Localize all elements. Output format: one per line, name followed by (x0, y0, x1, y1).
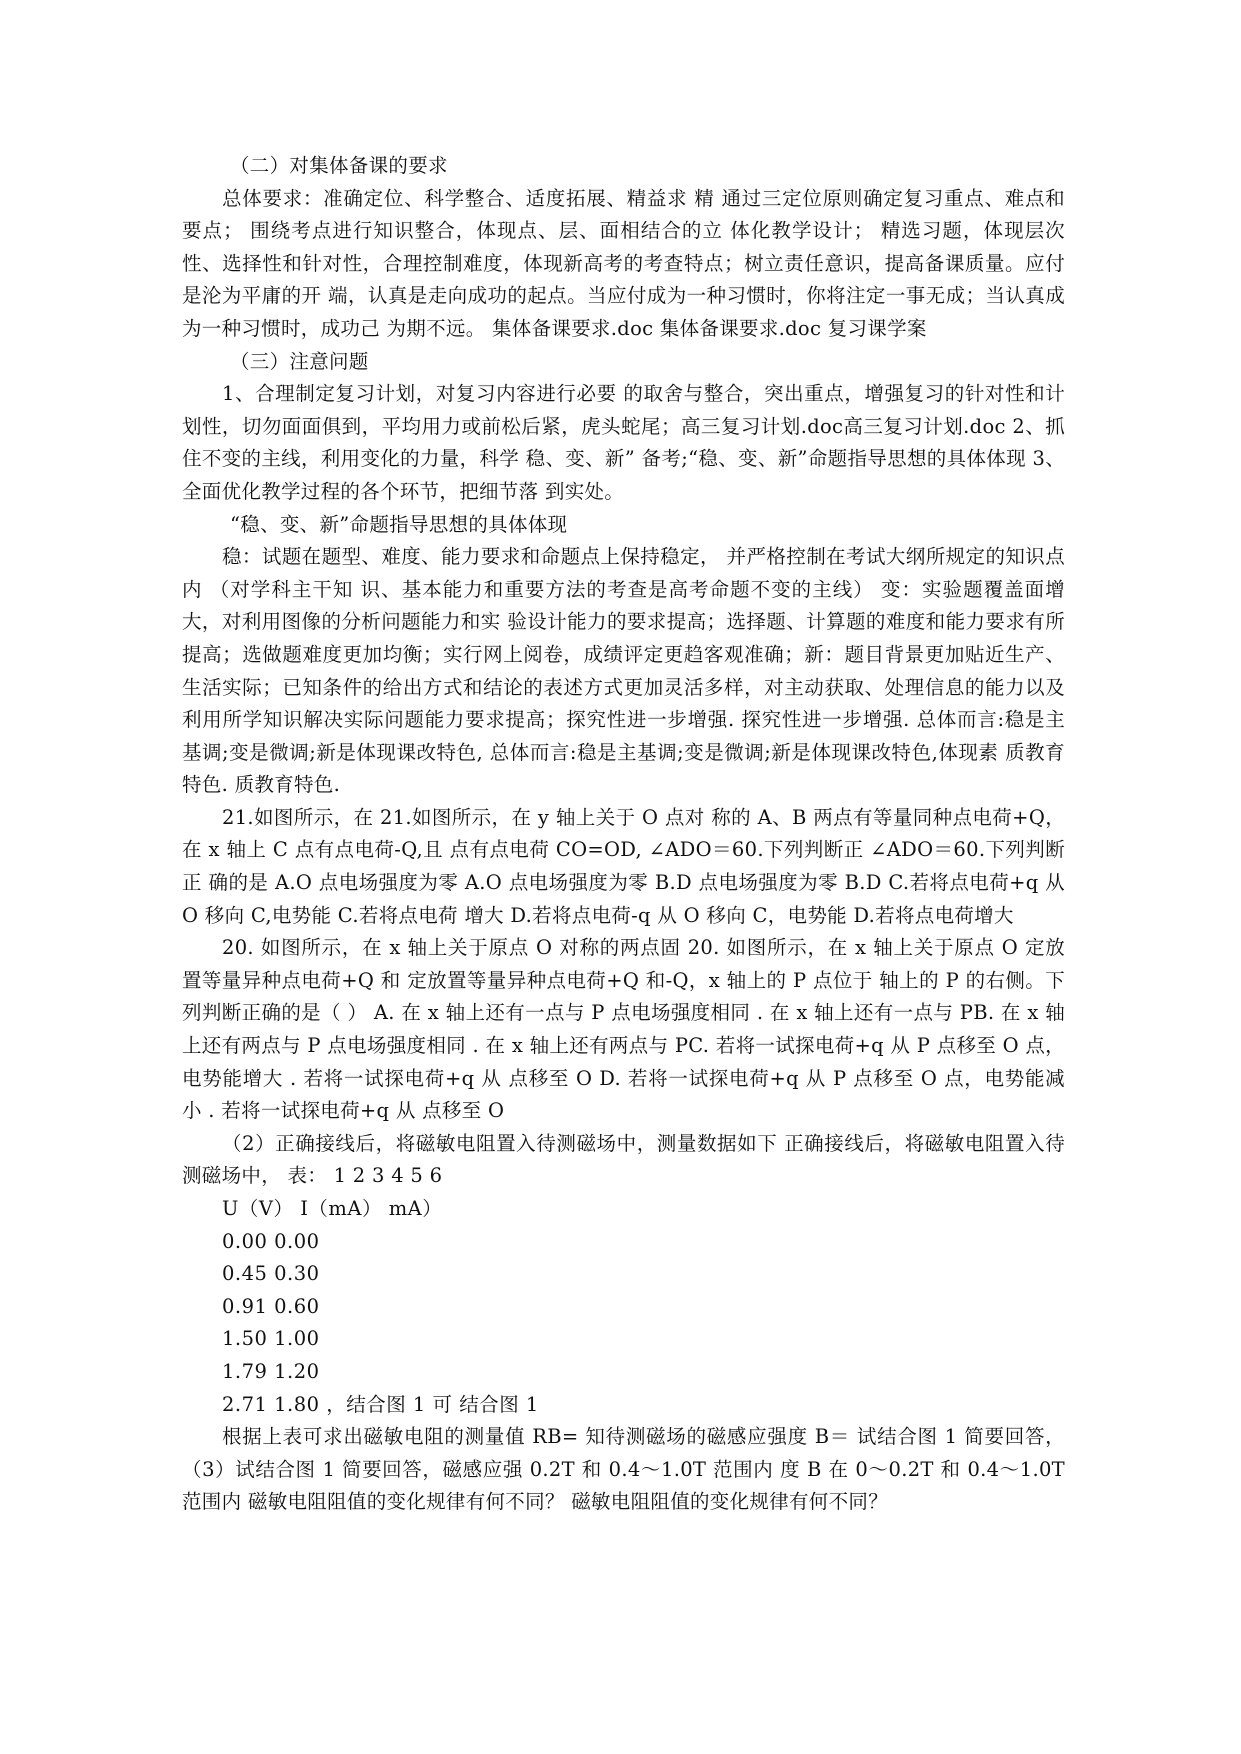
paragraph-question-20: 20. 如图所示，在 x 轴上关于原点 O 对称的两点固 20. 如图所示，在 x 轴上关于原点 O 定放置等量异种点电荷+Q 和 定放置等量异种点电荷+Q 和-Q，x 轴上的 P 点位于 轴上的 P 的右侧。下列判断正确的是（ ） A. 在 x 轴上还有一点与 P 点电场强度相同 . 在 x 轴上还有一点与 PB. 在 x 轴上还有两点与 P 点电场强度相同 . 在 x 轴上还有两点与 PC. 若将一试探电荷+q 从 P 点移至 O 点，电势能增大 . 若将一试探电荷+q 从 点移至 O D. 若将一试探电荷+q 从 P 点移至 O 点，电势能减小 . 若将一试探电荷+q 从 点移至 O (182, 936, 1065, 1123)
table-line: 0.00 0.00 (222, 1229, 320, 1253)
table-line: 2.71 1.80 ，结合图 1 可 结合图 1 (222, 1392, 539, 1416)
table-line: 0.45 0.30 (222, 1262, 320, 1286)
table-line: 1.79 1.20 (222, 1359, 320, 1383)
section-heading-theme: “稳、变、新”命题指导思想的具体体现 (230, 512, 568, 536)
table-line: U（V） I（mA） mA） (222, 1197, 443, 1220)
paragraph-final-question: 根据上表可求出磁敏电阻的测量值 RB= 知待测磁场的磁感应强度 B＝ 试结合图 1 简要回答， （3）试结合图 1 简要回答，磁感应强 0.2T 和 0.4～1.0T 范围内 度 B 在 0～0.2T 和 0.4～1.0T 范围内 磁敏电阻阻值的变化规律有何不同？ 磁敏电阻阻值的变化规律有何不同？ (182, 1425, 1065, 1514)
paragraph-issues: 1、合理制定复习计划，对复习内容进行必要 的取舍与整合，突出重点，增强复习的针对性和计划性，切勿面面俱到，平均用力或前松后紧，虎头蛇尾；高三复习计划.doc高三复习计划.doc 2、抓住不变的主线，利用变化的力量，科学 稳、变、新” 备考;“稳、变、新”命题指导思想的具体体现 3、全面优化教学过程的各个环节，把细节落 到实处。 (182, 382, 1065, 503)
paragraph-overall-requirements: 总体要求：准确定位、科学整合、适度拓展、精益求 精 通过三定位原则确定复习重点、难点和要点； 围绕考点进行知识整合，体现点、层、面相结合的立 体化教学设计； 精选习题，体现层次性、选择性和针对性，合理控制难度，体现新高考的考查特点；树立责任意识，提高备课质量。应付是沦为平庸的开 端，认真是走向成功的起点。当应付成为一种习惯时，你将注定一事无成；当认真成为一种习惯时，成功己 为期不远。 集体备课要求.doc 集体备课要求.doc 复习课学案 (182, 186, 1065, 340)
paragraph-question-21: 21.如图所示，在 21.如图所示，在 y 轴上关于 O 点对 称的 A、B 两点有等量同种点电荷+Q，在 x 轴上 C 点有点电荷-Q,且 点有点电荷 CO=OD, ∠ADO＝60.下列判断正 ∠ADO＝60.下列判断正 确的是 A.O 点电场强度为零 A.O 点电场强度为零 B.D 点电场强度为零 B.D C.若将点电荷+q 从 O 移向 C,电势能 C.若将点电荷 增大 D.若将点电荷-q 从 O 移向 C，电势能 D.若将点电荷增大 (182, 805, 1065, 927)
paragraph-experiment: （2）正确接线后，将磁敏电阻置入待测磁场中，测量数据如下 正确接线后，将磁敏电阻置入待测磁场中， 表： 1 2 3 4 5 6 (182, 1131, 1065, 1188)
section-heading-issues: （三）注意问题 (230, 349, 369, 373)
data-table (182, 1193, 1065, 1421)
section-heading-requirements: （二）对集体备课的要求 (230, 154, 448, 177)
paragraph-stable-change-new: 稳：试题在题型、难度、能力要求和命题点上保持稳定， 并严格控制在考试大纲所规定的知识点内 （对学科主干知 识、基本能力和重要方法的考查是高考命题不变的主线） 变：实验题覆盖面增大，对利用图像的分析问题能力和实 验设计能力的要求提高；选择题、计算题的难度和能力要求有所提高；选做题难度更加均衡；实行网上阅卷，成绩评定更趋客观准确；新：题目背景更加贴近生产、生活实际；已知条件的给出方式和结论的表述方式更加灵活多样，对主动获取、处理信息的能力以及利用所学知识解决实际问题能力要求提高；探究性进一步增强. 探究性进一步增强. 总体而言:稳是主基调;变是微调;新是体现课改特色, 总体而言:稳是主基调;变是微调;新是体现课改特色,体现素 质教育特色. 质教育特色. (182, 545, 1065, 797)
table-line: 0.91 0.60 (222, 1294, 320, 1318)
table-line: 1.50 1.00 (222, 1327, 320, 1351)
